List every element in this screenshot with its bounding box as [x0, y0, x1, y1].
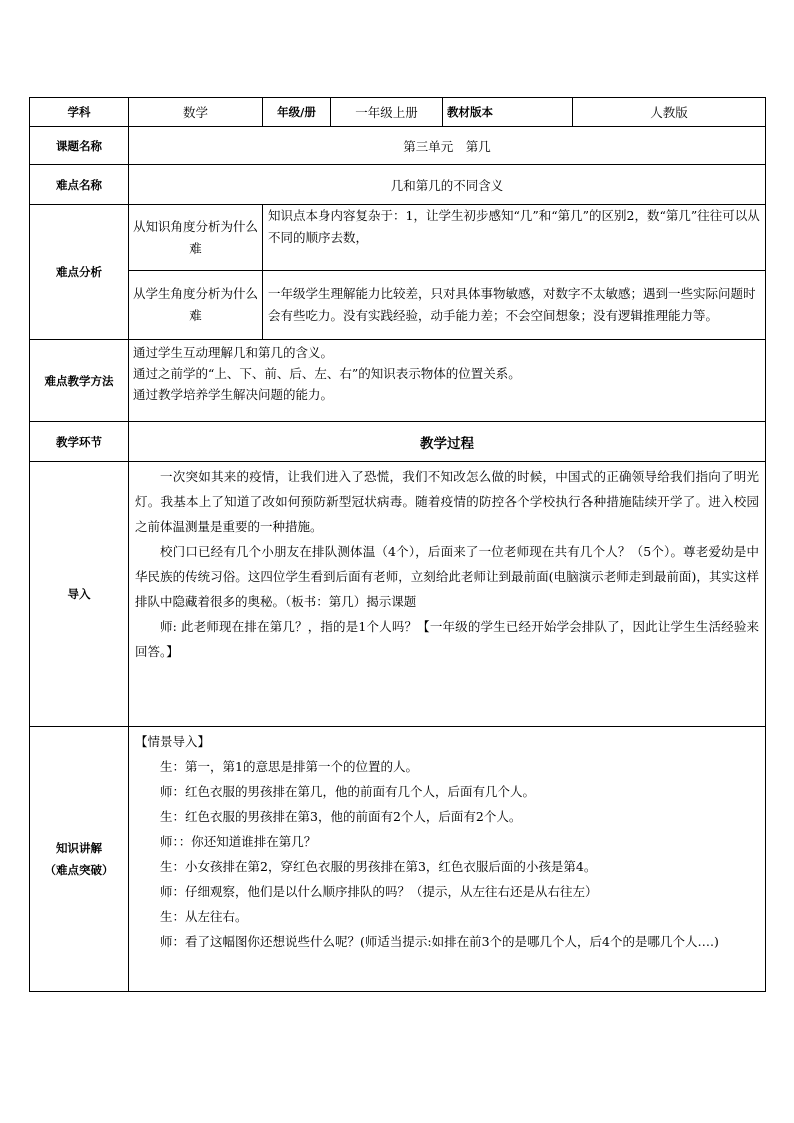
intro-content	[129, 462, 766, 727]
difficulty-value: 几和第几的不同含义	[129, 165, 766, 205]
dialogue-line: 师：看了这幅图你还想说些什么呢？(师适当提示:如排在前3个的是哪几个人，后4个的是哪几个人….)	[160, 934, 719, 949]
method-label: 难点教学方法	[30, 340, 129, 422]
difficulty-row	[30, 165, 766, 205]
student-angle-answer: 一年级学生理解能力比较差，只对具体事物敏感，对数字不太敏感；遇到一些实际问题时会有些吃力。没有实践经验，动手能力差；不会空间想象；没有逻辑推理能力等。	[263, 271, 766, 340]
analysis-label: 难点分析	[30, 205, 129, 340]
knowledge-label-line2: （难点突破）	[44, 863, 114, 877]
dialogue-line: 生：第一，第1的意思是排第一个的位置的人。	[160, 759, 418, 774]
knowledge-angle-answer: 知识点本身内容复杂于：1，让学生初步感知“几”和“第几”的区别2，数“第几”往往可以从不同的顺序去数，	[263, 205, 766, 271]
topic-row	[30, 127, 766, 165]
student-angle-question: 从学生角度分析为什么难	[129, 271, 263, 340]
lesson-plan-table	[29, 97, 766, 992]
difficulty-label: 难点名称	[30, 165, 129, 205]
method-row	[30, 340, 766, 422]
process-label: 教学过程	[129, 422, 766, 462]
knowledge-content	[129, 727, 766, 992]
knowledge-heading: 【情景导入】	[135, 734, 211, 749]
dialogue-line: 师：仔细观察，他们是以什么顺序排队的吗？（提示，从左往右还是从右往左）	[160, 884, 598, 899]
knowledge-label-line1: 知识讲解	[56, 841, 102, 855]
dialogue-line: 生：从左往右。	[160, 909, 248, 924]
dialogue-line: 生：红色衣服的男孩排在第3，他的前面有2个人，后面有2个人。	[160, 809, 522, 824]
knowledge-angle-question: 从知识角度分析为什么难	[129, 205, 263, 271]
intro-row	[30, 462, 766, 727]
stage-label: 教学环节	[30, 422, 129, 462]
dialogue-line: 师：：你还知道谁排在第几？	[160, 834, 317, 849]
edition-label: 教材版本	[443, 98, 573, 127]
grade-value: 一年级上册	[331, 98, 443, 127]
knowledge-label	[30, 727, 129, 992]
intro-paragraph: 校门口已经有几个小朋友在排队测体温（4个），后面来了一位老师现在共有几个人？（5个）。尊老爱幼是中华民族的传统习俗。这四位学生看到后面有老师，立刻给此老师让到最前面(电脑演示老师走到最前面)，其实这样排队中隐藏着很多的奥秘。（板书：第几）揭示课题	[135, 544, 759, 609]
intro-paragraph: 师: 此老师现在排在第几？，指的是1个人吗？【一年级的学生已经开始学会排队了，因此让学生生活经验来回答。】	[135, 619, 759, 659]
topic-value: 第三单元 第几	[129, 127, 766, 165]
subject-value: 数学	[129, 98, 263, 127]
grade-label: 年级/册	[263, 98, 331, 127]
analysis-knowledge-row	[30, 205, 766, 271]
method-line: 通过之前学的“上、下、前、后、左、右”的知识表示物体的位置关系。	[133, 366, 521, 381]
method-line: 通过学生互动理解几和第几的含义。	[133, 345, 334, 360]
process-header-row	[30, 422, 766, 462]
dialogue-line: 师：红色衣服的男孩排在第几，他的前面有几个人，后面有几个人。	[160, 784, 536, 799]
intro-label: 导入	[30, 462, 129, 727]
method-content	[129, 340, 766, 422]
intro-paragraph: 一次突如其来的疫情，让我们进入了恐慌，我们不知改怎么做的时候，中国式的正确领导给我们指向了明光灯。我基本上了知道了改如何预防新型冠状病毒。随着疫情的防控各个学校执行各种措施陆续开学了。进入校园之前体温测量是重要的一种措施。	[135, 469, 759, 534]
topic-label: 课题名称	[30, 127, 129, 165]
knowledge-row	[30, 727, 766, 992]
header-row	[30, 98, 766, 127]
method-line: 通过教学培养学生解决问题的能力。	[133, 387, 334, 402]
subject-label: 学科	[30, 98, 129, 127]
edition-value: 人教版	[573, 98, 766, 127]
analysis-student-row	[30, 271, 766, 340]
dialogue-line: 生：小女孩排在第2，穿红色衣服的男孩排在第3，红色衣服后面的小孩是第4。	[160, 859, 597, 874]
